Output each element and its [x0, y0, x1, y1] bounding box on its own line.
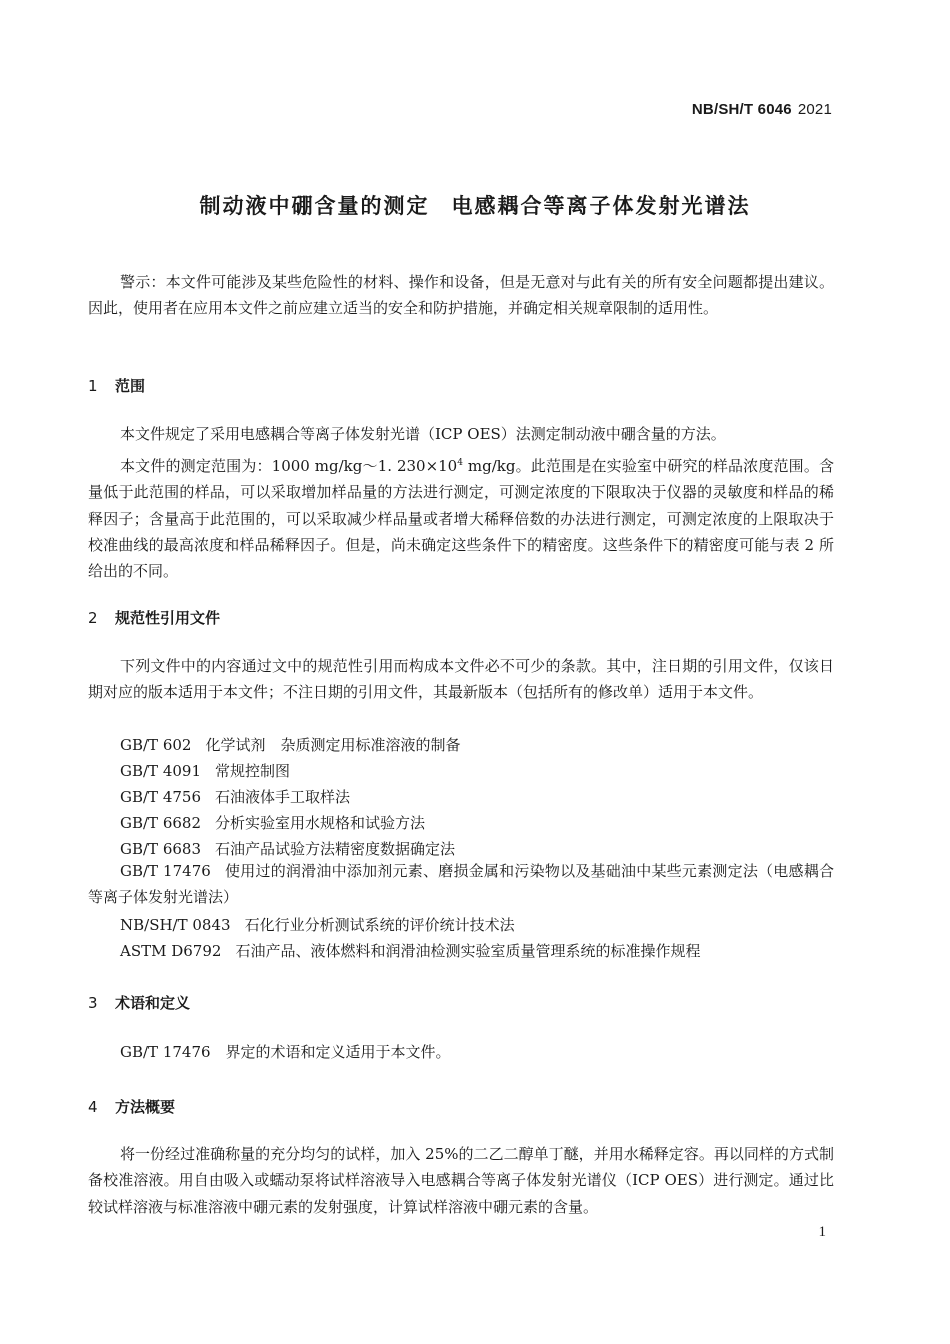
reference-item: NB/SH/T 0843 石化行业分析测试系统的评价统计技术法	[120, 916, 515, 934]
reference-item: GB/T 6682 分析实验室用水规格和试验方法	[120, 814, 426, 832]
section-1-paragraph-2: 本文件的测定范围为：1000 mg/kg～1. $230\times 10^4$ mg/kg。此范围是在实验室中研究的样品浓度范围。含量低于此范围的样品，可以采取增加样品量的方法进行测定，可测定浓度的下限取决于仪器的灵敏度和样品的稀释因子；含量高于此范围的，可以采取减少样品量或者增大稀释倍数的办法进行测定，可测定浓度的上限取决于校准曲线的最高浓度和样品稀释因子。但是，尚未确定这些条件下的精密度。这些条件下的精密度可能与表 2 所给出的不同。	[88, 457, 834, 581]
reference-item: GB/T 6683 石油产品试验方法精密度数据确定法	[120, 840, 456, 858]
page-number: 1	[818, 1224, 826, 1240]
section-3-paragraph: GB/T 17476 界定的术语和定义适用于本文件。	[120, 1043, 451, 1061]
standard-code	[692, 101, 832, 118]
section-4-heading: 4 方法概要	[88, 1098, 176, 1116]
reference-item: GB/T 4756 石油液体手工取样法	[120, 788, 351, 806]
standard-year: 2021	[797, 101, 832, 118]
reference-item: ASTM D6792 石油产品、液体燃料和润滑油检测实验室质量管理系统的标准操作规程	[120, 942, 701, 960]
section-3-heading: 3 术语和定义	[88, 994, 191, 1012]
reference-item: GB/T 4091 常规控制图	[120, 762, 291, 780]
section-4-paragraph: 将一份经过准确称量的充分均匀的试样，加入 25%的二乙二醇单丁醚，并用水稀释定容。再以同样的方式制备校准溶液。用自由吸入或蠕动泵将试样溶液导入电感耦合等离子体发射光谱仪（ICP OES）进行测定。通过比较试样溶液与标准溶液中硼元素的发射强度，计算试样溶液中硼元素的含量。	[88, 1145, 834, 1216]
title-part2: 电感耦合等离子体发射光谱法	[451, 194, 751, 218]
section-1-heading: 1 范围	[88, 377, 146, 395]
title-part1: 制动液中硼含量的测定	[199, 194, 430, 218]
section-2-intro: 下列文件中的内容通过文中的规范性引用而构成本文件必不可少的条款。其中，注日期的引用文件，仅该日期对应的版本适用于本文件；不注日期的引用文件，其最新版本（包括所有的修改单）适用于本文件。	[88, 657, 834, 702]
section-2-heading: 2 规范性引用文件	[88, 609, 221, 627]
section-1-paragraph-1: 本文件规定了采用电感耦合等离子体发射光谱（ICP OES）法测定制动液中硼含量的方法。	[120, 425, 726, 443]
document-title	[0, 190, 950, 220]
warning-paragraph: 警示：本文件可能涉及某些危险性的材料、操作和设备，但是无意对与此有关的所有安全问题都提出建议。因此，使用者在应用本文件之前应建立适当的安全和防护措施，并确定相关规章限制的适用性。	[88, 273, 834, 318]
reference-item: GB/T 602 化学试剂 杂质测定用标准溶液的制备	[120, 736, 461, 754]
reference-item: GB/T 17476 使用过的润滑油中添加剂元素、磨损金属和污染物以及基础油中某些元素测定法（电感耦合等离子体发射光谱法）	[88, 862, 834, 907]
standard-number: NB/SH/T 6046	[691, 101, 792, 118]
